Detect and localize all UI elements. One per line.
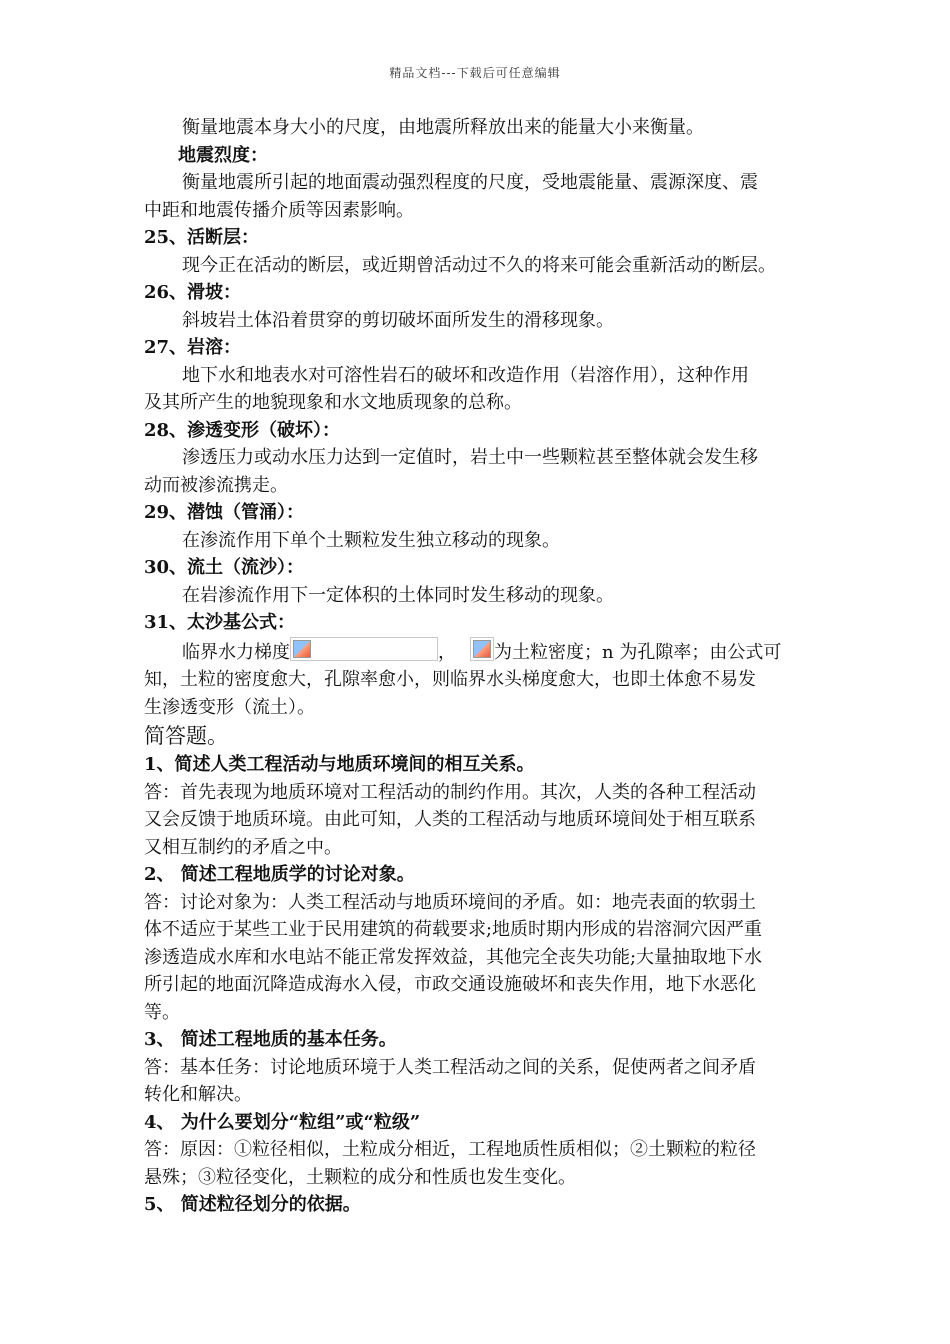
formula-text-tail: 为土粒密度；n 为孔隙率；由公式可: [494, 641, 782, 663]
paragraph-line: 及其所产生的地貌现象和水文地质现象的总称。: [144, 392, 522, 413]
formula-line: [144, 637, 808, 667]
broken-image-icon: [293, 640, 311, 658]
broken-image-icon: [473, 640, 491, 658]
answer-line: 体不适应于某些工业于民用建筑的荷载要求;地质时期内形成的岩溶洞穴因严重: [144, 919, 763, 940]
answer-line: 答：首先表现为地质环境对工程活动的制约作用。其次，人类的各种工程活动: [144, 781, 756, 803]
answer-line: 悬殊；③粒径变化，土颗粒的成分和性质也发生变化。: [144, 1166, 576, 1188]
term-heading-25: 25、活断层：: [144, 227, 260, 248]
term-heading-31: 31、太沙基公式：: [144, 612, 296, 633]
answer-line: 答：基本任务：讨论地质环境于人类工程活动之间的关系，促使两者之间矛盾: [144, 1056, 756, 1078]
term-heading-29: 29、潜蚀（管涌）：: [144, 502, 305, 523]
question-4: 4、 为什么要划分“粒组”或“粒级”: [144, 1111, 421, 1133]
answer-line: 等。: [144, 1001, 180, 1023]
term-heading-26: 26、滑坡：: [144, 282, 242, 303]
paragraph-line: 生渗透变形（流土）。: [144, 696, 315, 718]
term-heading-30: 30、流土（流沙）：: [144, 557, 305, 578]
paragraph-line: 衡量地震所引起的地面震动强烈程度的尺度，受地震能量、震源深度、震: [182, 172, 758, 193]
symbol-image-placeholder: [470, 637, 494, 661]
paragraph-line: 中距和地震传播介质等因素影响。: [144, 199, 414, 221]
paragraph-line: 现今正在活动的断层，或近期曾活动过不久的将来可能会重新活动的断层。: [182, 254, 776, 276]
answer-line: 所引起的地面沉降造成海水入侵，市政交通设施破坏和丧失作用，地下水恶化: [144, 974, 756, 995]
answer-line: 又相互制约的矛盾之中。: [144, 836, 342, 858]
paragraph-line: 衡量地震本身大小的尺度，由地震所释放出来的能量大小来衡量。: [182, 117, 704, 138]
paragraph-line: 斜坡岩土体沿着贯穿的剪切破坏面所发生的滑移现象。: [182, 309, 614, 331]
formula-text-lead: 临界水力梯度: [182, 641, 290, 663]
answer-line: 答：讨论对象为：人类工程活动与地质环境间的矛盾。如：地壳表面的软弱土: [144, 891, 756, 913]
formula-image-placeholder: [290, 637, 438, 661]
page-header: 精品文档---下载后可任意编辑: [389, 66, 561, 80]
section-heading-short-answer: 简答题。: [144, 724, 228, 748]
answer-line: 渗透造成水库和水电站不能正常发挥效益，其他完全丧失功能;大量抽取地下水: [144, 946, 763, 968]
paragraph-line: 动而被渗流携走。: [144, 474, 288, 496]
paragraph-line: 在渗流作用下单个土颗粒发生独立移动的现象。: [182, 529, 560, 551]
answer-line: 转化和解决。: [144, 1084, 252, 1105]
paragraph-line: 渗透压力或动水压力达到一定值时，岩土中一些颗粒甚至整体就会发生移: [182, 447, 758, 468]
answer-line: 答：原因：①粒径相似，土粒成分相近，工程地质性质相似；②土颗粒的粒径: [144, 1139, 756, 1160]
paragraph-line: 地下水和地表水对可溶性岩石的破坏和改造作用（岩溶作用），这种作用: [182, 364, 749, 386]
formula-text-comma: ，: [438, 641, 456, 663]
term-heading-28: 28、渗透变形（破坏）：: [144, 419, 341, 441]
paragraph-line: 知，土粒的密度愈大，孔隙率愈小，则临界水头梯度愈大，也即土体愈不易发: [144, 669, 756, 690]
document-body: [144, 114, 808, 1219]
question-1: 1、简述人类工程活动与地质环境间的相互关系。: [144, 754, 535, 775]
question-3: 3、 简述工程地质的基本任务。: [144, 1029, 397, 1050]
term-heading-27: 27、岩溶：: [144, 337, 242, 358]
answer-line: 又会反馈于地质环境。由此可知，人类的工程活动与地质环境间处于相互联系: [144, 809, 756, 830]
question-2: 2、 简述工程地质学的讨论对象。: [144, 864, 415, 885]
question-5: 5、 简述粒径划分的依据。: [144, 1194, 361, 1215]
paragraph-line: 在岩渗流作用下一定体积的土体同时发生移动的现象。: [182, 584, 614, 606]
term-heading-intensity: 地震烈度：: [178, 144, 268, 166]
